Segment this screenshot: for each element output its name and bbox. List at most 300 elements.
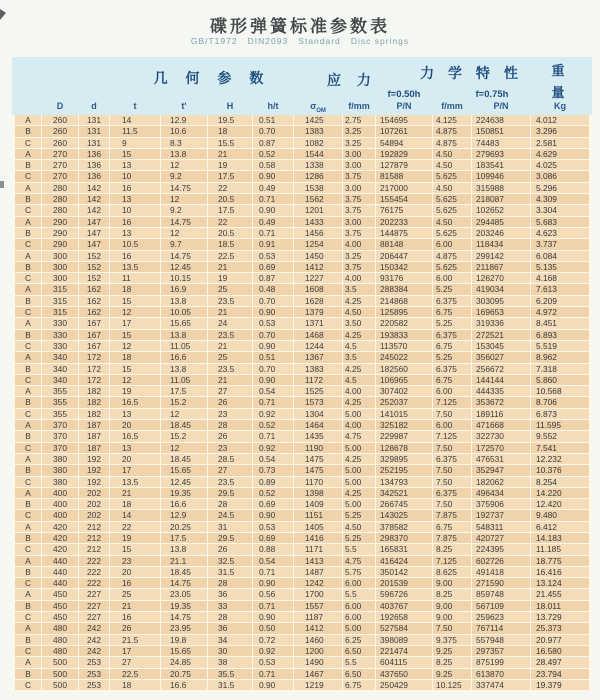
cell-H: 23.5 xyxy=(208,477,252,487)
cell-H: 29.5 xyxy=(208,488,252,498)
cell-P-075: 279693 xyxy=(472,149,530,159)
cell-t-prime: 9.7 xyxy=(161,239,207,249)
cell-D: 450 xyxy=(42,612,78,622)
cell-kg: 4.168 xyxy=(531,273,589,283)
cell-d: 182 xyxy=(79,397,109,407)
cell-kg: 23.794 xyxy=(531,669,589,679)
cell-f-050: 3.00 xyxy=(343,160,375,170)
cell-kg: 8.706 xyxy=(531,397,589,407)
cell-D: 500 xyxy=(42,657,78,667)
cell-sigma-om: 1525 xyxy=(294,386,342,396)
cell-d: 253 xyxy=(79,680,109,690)
cell-t: 18 xyxy=(110,352,160,362)
cell-f-050: 5.5 xyxy=(343,544,375,554)
cell-sigma-om: 1487 xyxy=(294,567,342,577)
cell-D: 340 xyxy=(42,364,78,374)
cell-sigma-om: 1460 xyxy=(294,635,342,645)
cell-H: 18.5 xyxy=(208,239,252,249)
cell-kg: 13.729 xyxy=(531,612,589,622)
cell-P-075: 875199 xyxy=(472,657,530,667)
cell-d: 253 xyxy=(79,657,109,667)
cell-sigma-om: 1367 xyxy=(294,352,342,362)
cell-t-prime: 16.6 xyxy=(161,352,207,362)
cell-P-075: 352947 xyxy=(472,465,530,475)
cell-D: 315 xyxy=(42,296,78,306)
cell-t: 16 xyxy=(110,183,160,193)
cell-type: B xyxy=(15,160,41,170)
cell-P-050: 220582 xyxy=(376,318,432,328)
cell-t-prime: 19.8 xyxy=(161,635,207,645)
cell-h-t: 0.71 xyxy=(253,228,293,238)
cell-D: 370 xyxy=(42,420,78,430)
cell-type: C xyxy=(15,375,41,385)
cell-sigma-om: 1219 xyxy=(294,680,342,690)
cell-f-050: 6.00 xyxy=(343,612,375,622)
cell-P-075: 613870 xyxy=(472,669,530,679)
column-header-d: d xyxy=(91,101,97,111)
cell-t: 21 xyxy=(110,601,160,611)
cell-t: 9 xyxy=(110,138,160,148)
cell-P-075: 192737 xyxy=(472,510,530,520)
cell-kg: 2.581 xyxy=(531,138,589,148)
cell-d: 187 xyxy=(79,420,109,430)
cell-kg: 10.376 xyxy=(531,465,589,475)
cell-sigma-om: 1456 xyxy=(294,228,342,238)
column-header-h-t: h/t xyxy=(267,101,279,111)
cell-h-t: 0.69 xyxy=(253,533,293,543)
cell-P-075: 353672 xyxy=(472,397,530,407)
cell-H: 19 xyxy=(208,273,252,283)
cell-f-075: 9.25 xyxy=(433,646,471,656)
cell-type: C xyxy=(15,409,41,419)
cell-H: 28 xyxy=(208,420,252,430)
cell-D: 480 xyxy=(42,635,78,645)
cell-t: 18 xyxy=(110,499,160,509)
cell-P-050: 192829 xyxy=(376,149,432,159)
cell-P-075: 491418 xyxy=(472,567,530,577)
cell-f-050: 4.00 xyxy=(343,420,375,430)
cell-t-prime: 11.05 xyxy=(161,375,207,385)
cell-t: 16 xyxy=(110,251,160,261)
cell-d: 147 xyxy=(79,217,109,227)
cell-f-075: 4.50 xyxy=(433,217,471,227)
cell-P-050: 134793 xyxy=(376,477,432,487)
cell-P-075: 118434 xyxy=(472,239,530,249)
cell-type: A xyxy=(15,318,41,328)
cell-f-075: 6.75 xyxy=(433,341,471,351)
cell-f-050: 4.00 xyxy=(343,239,375,249)
cell-h-t: 0.92 xyxy=(253,409,293,419)
data-table xyxy=(12,115,592,692)
cell-t: 13 xyxy=(110,228,160,238)
cell-f-050: 3.25 xyxy=(343,251,375,261)
cell-t-prime: 10.15 xyxy=(161,273,207,283)
cell-f-075: 4.125 xyxy=(433,115,471,125)
cell-f-050: 4.25 xyxy=(343,364,375,374)
cell-f-075: 6.375 xyxy=(433,454,471,464)
cell-f-075: 7.125 xyxy=(433,397,471,407)
cell-d: 192 xyxy=(79,465,109,475)
cell-sigma-om: 1201 xyxy=(294,205,342,215)
cell-P-050: 206447 xyxy=(376,251,432,261)
cell-t-prime: 12 xyxy=(161,194,207,204)
cell-P-075: 557948 xyxy=(472,635,530,645)
cell-t: 25 xyxy=(110,589,160,599)
cell-P-050: 93176 xyxy=(376,273,432,283)
cell-sigma-om: 1304 xyxy=(294,409,342,419)
cell-t-prime: 18.45 xyxy=(161,420,207,430)
cell-H: 35.5 xyxy=(208,669,252,679)
cell-H: 19.5 xyxy=(208,115,252,125)
cell-P-050: 229987 xyxy=(376,431,432,441)
cell-H: 23.5 xyxy=(208,296,252,306)
cell-f-075: 5.625 xyxy=(433,205,471,215)
column-header-kg: Kg xyxy=(554,101,566,111)
cell-d: 212 xyxy=(79,533,109,543)
cell-t-prime: 16.9 xyxy=(161,284,207,294)
cell-P-050: 81588 xyxy=(376,171,432,181)
cell-type: A xyxy=(15,115,41,125)
cell-P-050: 165831 xyxy=(376,544,432,554)
cell-h-t: 0.52 xyxy=(253,488,293,498)
cell-f-075: 4.50 xyxy=(433,149,471,159)
cell-type: B xyxy=(15,431,41,441)
cell-P-075: 153045 xyxy=(472,341,530,351)
cell-P-050: 604115 xyxy=(376,657,432,667)
cell-type: A xyxy=(15,217,41,227)
cell-P-075: 476531 xyxy=(472,454,530,464)
cell-f-050: 5.00 xyxy=(343,465,375,475)
cell-sigma-om: 1383 xyxy=(294,126,342,136)
cell-d: 227 xyxy=(79,601,109,611)
cell-t-prime: 17.5 xyxy=(161,533,207,543)
cell-h-t: 0.90 xyxy=(253,205,293,215)
cell-f-050: 3.75 xyxy=(343,262,375,272)
cell-sigma-om: 1557 xyxy=(294,601,342,611)
cell-d: 212 xyxy=(79,544,109,554)
cell-P-050: 350142 xyxy=(376,567,432,577)
cell-H: 38 xyxy=(208,657,252,667)
scan-artifact-mark xyxy=(0,181,4,188)
cell-f-050: 3.25 xyxy=(343,126,375,136)
cell-h-t: 0.49 xyxy=(253,183,293,193)
cell-d: 222 xyxy=(79,578,109,588)
group-header-geometry: 几 何 参 数 xyxy=(153,70,271,86)
cell-f-075: 7.875 xyxy=(433,533,471,543)
cell-P-050: 76175 xyxy=(376,205,432,215)
cell-t: 16.5 xyxy=(110,431,160,441)
cell-d: 162 xyxy=(79,284,109,294)
cell-f-075: 6.375 xyxy=(433,296,471,306)
cell-t: 13.5 xyxy=(110,262,160,272)
cell-h-t: 0.91 xyxy=(253,239,293,249)
cell-D: 280 xyxy=(42,194,78,204)
cell-P-050: 342521 xyxy=(376,488,432,498)
cell-h-t: 0.48 xyxy=(253,284,293,294)
cell-sigma-om: 1383 xyxy=(294,364,342,374)
cell-H: 21 xyxy=(208,262,252,272)
cell-t: 13 xyxy=(110,409,160,419)
cell-h-t: 0.53 xyxy=(253,251,293,261)
cell-kg: 28.497 xyxy=(531,657,589,667)
cell-f-050: 4.50 xyxy=(343,522,375,532)
cell-D: 330 xyxy=(42,318,78,328)
cell-type: A xyxy=(15,420,41,430)
cell-d: 136 xyxy=(79,149,109,159)
cell-h-t: 0.71 xyxy=(253,431,293,441)
cell-kg: 18.775 xyxy=(531,556,589,566)
cell-P-050: 202233 xyxy=(376,217,432,227)
cell-D: 420 xyxy=(42,533,78,543)
cell-H: 20.5 xyxy=(208,228,252,238)
cell-P-050: 143025 xyxy=(376,510,432,520)
cell-sigma-om: 1371 xyxy=(294,318,342,328)
cell-D: 355 xyxy=(42,386,78,396)
cell-type: C xyxy=(15,510,41,520)
cell-type: B xyxy=(15,601,41,611)
cell-f-075: 5.625 xyxy=(433,228,471,238)
cell-d: 162 xyxy=(79,307,109,317)
cell-type: C xyxy=(15,171,41,181)
cell-type: B xyxy=(15,194,41,204)
cell-kg: 5.860 xyxy=(531,375,589,385)
cell-f-075: 9.00 xyxy=(433,578,471,588)
cell-type: C xyxy=(15,680,41,690)
cell-sigma-om: 1433 xyxy=(294,217,342,227)
cell-d: 172 xyxy=(79,352,109,362)
cell-h-t: 0.87 xyxy=(253,138,293,148)
cell-H: 25 xyxy=(208,284,252,294)
cell-t: 12 xyxy=(110,341,160,351)
cell-D: 355 xyxy=(42,397,78,407)
cell-h-t: 0.90 xyxy=(253,578,293,588)
cell-H: 19 xyxy=(208,160,252,170)
cell-type: C xyxy=(15,239,41,249)
cell-H: 15.5 xyxy=(208,138,252,148)
cell-h-t: 0.69 xyxy=(253,262,293,272)
cell-P-075: 337474 xyxy=(472,680,530,690)
cell-H: 20.5 xyxy=(208,194,252,204)
cell-type: B xyxy=(15,228,41,238)
table-header-band xyxy=(12,57,592,115)
cell-d: 142 xyxy=(79,183,109,193)
cell-t-prime: 19.35 xyxy=(161,488,207,498)
cell-t-prime: 14.75 xyxy=(161,217,207,227)
cell-t-prime: 13.8 xyxy=(161,149,207,159)
cell-P-050: 54894 xyxy=(376,138,432,148)
cell-t-prime: 12.45 xyxy=(161,477,207,487)
cell-H: 21 xyxy=(208,149,252,159)
cell-d: 152 xyxy=(79,251,109,261)
cell-H: 18 xyxy=(208,126,252,136)
cell-P-075: 182062 xyxy=(472,477,530,487)
cell-H: 27 xyxy=(208,465,252,475)
cell-type: C xyxy=(15,138,41,148)
cell-d: 222 xyxy=(79,567,109,577)
cell-P-050: 307402 xyxy=(376,386,432,396)
cell-kg: 6.209 xyxy=(531,296,589,306)
cell-t-prime: 15.65 xyxy=(161,318,207,328)
cell-t-prime: 24.85 xyxy=(161,657,207,667)
cell-d: 167 xyxy=(79,341,109,351)
cell-t-prime: 18.45 xyxy=(161,567,207,577)
cell-t-prime: 13.8 xyxy=(161,544,207,554)
cell-D: 340 xyxy=(42,352,78,362)
cell-P-075: 109946 xyxy=(472,171,530,181)
cell-h-t: 0.52 xyxy=(253,420,293,430)
cell-f-075: 4.50 xyxy=(433,160,471,170)
cell-h-t: 0.58 xyxy=(253,160,293,170)
cell-kg: 8.451 xyxy=(531,318,589,328)
cell-H: 21 xyxy=(208,307,252,317)
cell-D: 280 xyxy=(42,183,78,193)
cell-t-prime: 12 xyxy=(161,409,207,419)
cell-f-050: 3.5 xyxy=(343,352,375,362)
cell-d: 202 xyxy=(79,510,109,520)
cell-d: 172 xyxy=(79,364,109,374)
cell-t-prime: 15.65 xyxy=(161,465,207,475)
cell-sigma-om: 1172 xyxy=(294,375,342,385)
cell-kg: 4.623 xyxy=(531,228,589,238)
cell-type: A xyxy=(15,251,41,261)
cell-f-050: 4.75 xyxy=(343,431,375,441)
cell-t-prime: 20.75 xyxy=(161,669,207,679)
cell-t: 17 xyxy=(110,318,160,328)
cell-kg: 5.683 xyxy=(531,217,589,227)
column-header-sigma-om: $\sigma_{OM}$ xyxy=(310,101,326,114)
cell-type: C xyxy=(15,578,41,588)
cell-f-050: 4.50 xyxy=(343,307,375,317)
cell-f-075: 5.625 xyxy=(433,194,471,204)
cell-sigma-om: 1573 xyxy=(294,397,342,407)
cell-P-050: 192658 xyxy=(376,612,432,622)
cell-kg: 13.124 xyxy=(531,578,589,588)
cell-D: 260 xyxy=(42,115,78,125)
cell-h-t: 0.90 xyxy=(253,510,293,520)
column-header-t-prime: t' xyxy=(181,101,187,111)
cell-f-050: 4.25 xyxy=(343,488,375,498)
cell-H: 21 xyxy=(208,341,252,351)
cell-f-075: 5.25 xyxy=(433,352,471,362)
cell-sigma-om: 1562 xyxy=(294,194,342,204)
cell-type: B xyxy=(15,296,41,306)
cell-d: 227 xyxy=(79,612,109,622)
cell-f-050: 5.25 xyxy=(343,510,375,520)
cell-sigma-om: 1544 xyxy=(294,149,342,159)
cell-D: 370 xyxy=(42,431,78,441)
cell-D: 355 xyxy=(42,409,78,419)
cell-P-075: 319336 xyxy=(472,318,530,328)
cell-kg: 6.084 xyxy=(531,251,589,261)
cell-P-050: 252037 xyxy=(376,397,432,407)
cell-kg: 3.086 xyxy=(531,171,589,181)
cell-t-prime: 23.95 xyxy=(161,623,207,633)
cell-sigma-om: 1398 xyxy=(294,488,342,498)
cell-t-prime: 8.3 xyxy=(161,138,207,148)
cell-kg: 5.135 xyxy=(531,262,589,272)
cell-f-075: 7.50 xyxy=(433,443,471,453)
cell-t-prime: 9.2 xyxy=(161,205,207,215)
cell-type: C xyxy=(15,341,41,351)
cell-d: 162 xyxy=(79,296,109,306)
cell-f-075: 5.625 xyxy=(433,262,471,272)
cell-H: 17.5 xyxy=(208,205,252,215)
cell-D: 270 xyxy=(42,149,78,159)
column-header-t: t xyxy=(133,101,137,111)
cell-type: C xyxy=(15,205,41,215)
cell-t: 16 xyxy=(110,217,160,227)
cell-P-050: 221474 xyxy=(376,646,432,656)
cell-P-075: 315988 xyxy=(472,183,530,193)
cell-sigma-om: 1405 xyxy=(294,522,342,532)
cell-D: 290 xyxy=(42,228,78,238)
cell-P-075: 172570 xyxy=(472,443,530,453)
page-subtitle: GB/T1972 DIN2093 Standard Disc springs xyxy=(190,36,410,46)
cell-H: 29.5 xyxy=(208,533,252,543)
cell-f-075: 9.00 xyxy=(433,601,471,611)
cell-t: 15 xyxy=(110,296,160,306)
cell-t: 23 xyxy=(110,556,160,566)
cell-D: 280 xyxy=(42,205,78,215)
cell-t: 18 xyxy=(110,680,160,690)
cell-sigma-om: 1464 xyxy=(294,420,342,430)
cell-f-050: 3.5 xyxy=(343,284,375,294)
cell-f-075: 8.25 xyxy=(433,544,471,554)
cell-t-prime: 18.45 xyxy=(161,454,207,464)
cell-P-050: 298370 xyxy=(376,533,432,543)
cell-f-050: 3.75 xyxy=(343,194,375,204)
cell-sigma-om: 1538 xyxy=(294,183,342,193)
cell-P-075: 256672 xyxy=(472,364,530,374)
cell-t: 13 xyxy=(110,194,160,204)
cell-type: A xyxy=(15,454,41,464)
cell-D: 480 xyxy=(42,623,78,633)
cell-f-075: 7.50 xyxy=(433,477,471,487)
cell-f-050: 3.00 xyxy=(343,183,375,193)
cell-d: 131 xyxy=(79,138,109,148)
cell-kg: 21.455 xyxy=(531,589,589,599)
cell-f-050: 5.25 xyxy=(343,533,375,543)
cell-D: 300 xyxy=(42,251,78,261)
cell-h-t: 0.53 xyxy=(253,657,293,667)
cell-d: 202 xyxy=(79,499,109,509)
cell-D: 270 xyxy=(42,160,78,170)
cell-P-075: 144144 xyxy=(472,375,530,385)
cell-D: 260 xyxy=(42,138,78,148)
cell-type: A xyxy=(15,522,41,532)
cell-D: 380 xyxy=(42,465,78,475)
cell-H: 26 xyxy=(208,544,252,554)
cell-kg: 4.012 xyxy=(531,115,589,125)
cell-P-050: 250429 xyxy=(376,680,432,690)
cell-H: 30 xyxy=(208,646,252,656)
cell-f-050: 6.50 xyxy=(343,646,375,656)
cell-kg: 12.232 xyxy=(531,454,589,464)
cell-f-050: 6.00 xyxy=(343,601,375,611)
cell-d: 212 xyxy=(79,522,109,532)
cell-f-075: 6.75 xyxy=(433,307,471,317)
cell-t-prime: 13.8 xyxy=(161,296,207,306)
cell-P-050: 266745 xyxy=(376,499,432,509)
cell-t-prime: 20.25 xyxy=(161,522,207,532)
cell-H: 31 xyxy=(208,522,252,532)
cell-sigma-om: 1200 xyxy=(294,646,342,656)
cell-t: 26 xyxy=(110,623,160,633)
cell-f-075: 5.625 xyxy=(433,171,471,181)
cell-H: 25 xyxy=(208,352,252,362)
cell-f-075: 6.00 xyxy=(433,239,471,249)
column-header-P-075: P/N xyxy=(493,101,509,111)
